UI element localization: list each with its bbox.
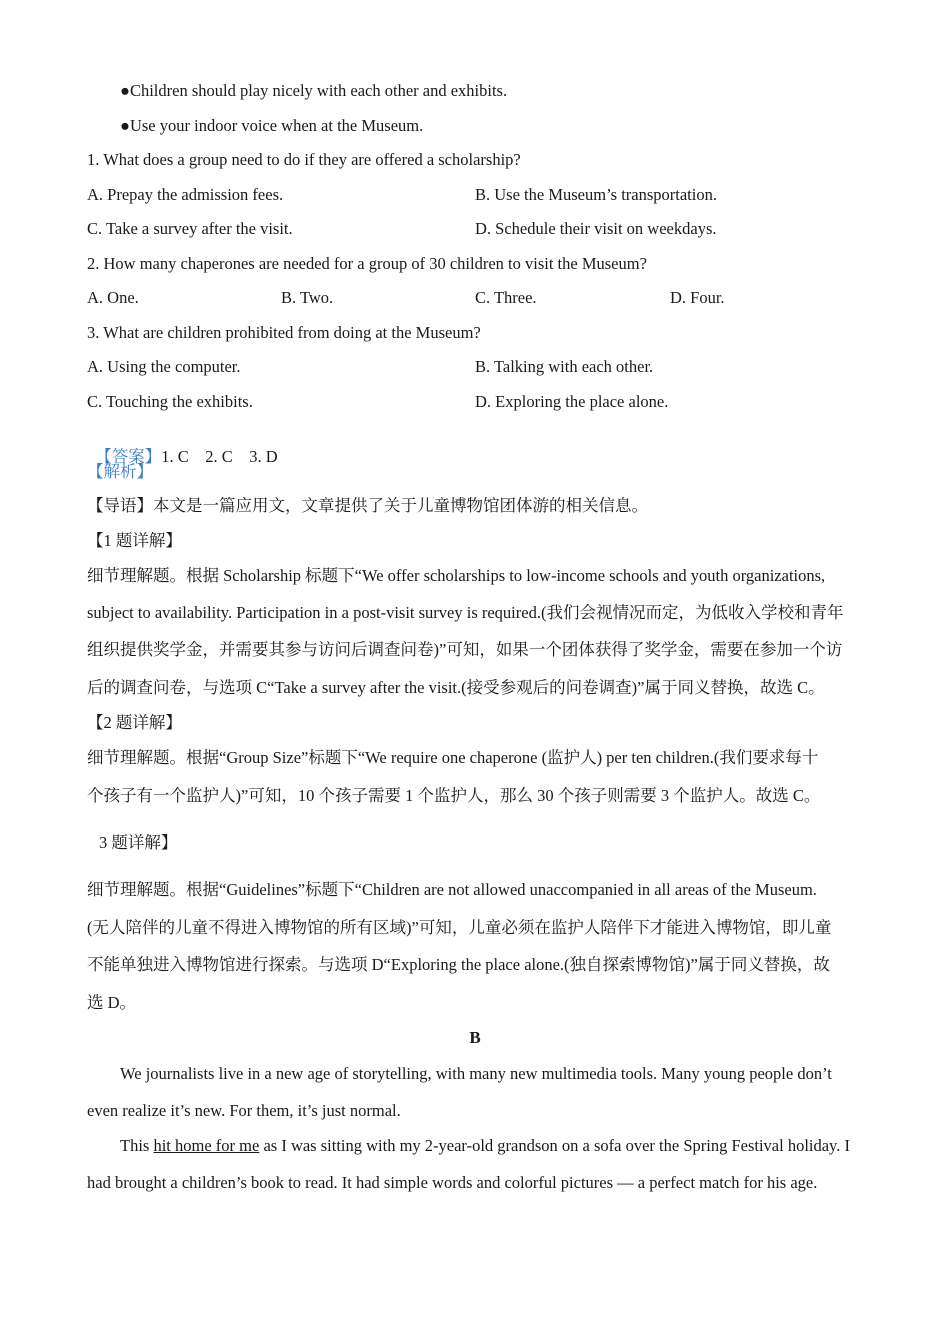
detail2-line: 个孩子有一个监护人)”可知，10 个孩子需要 1 个监护人，那么 30 个孩子则需要 3 个监护人。故选 C。 <box>87 786 821 805</box>
detail3-heading: 3 题详解】 <box>99 833 178 852</box>
detail3-line: 选 D。 <box>87 993 137 1012</box>
options-row <box>87 392 887 412</box>
detail3-line: 细节理解题。根据“Guidelines”标题下“Children are not allowed unaccompanied in all areas of the Museum. <box>87 880 817 899</box>
intro-line: 【导语】本文是一篇应用文，文章提供了关于儿童博物馆团体游的相关信息。 <box>87 496 648 515</box>
answer-text: 1. C 2. C 3. D <box>161 447 278 466</box>
options-row <box>87 357 887 377</box>
paragraph-text: This <box>120 1136 154 1155</box>
option-a: A. Prepay the admission fees. <box>87 185 284 204</box>
option-d: D. Exploring the place alone. <box>475 392 669 411</box>
bullet-line: ●Use your indoor voice when at the Museum. <box>120 116 424 135</box>
answer-label: 【答案】 <box>95 447 162 466</box>
detail2-line: 细节理解题。根据“Group Size”标题下“We require one chaperone (监护人) per ten children.(我们要求每十 <box>87 748 819 767</box>
question-stem: 3. What are children prohibited from doing at the Museum? <box>87 323 481 342</box>
detail1-line: subject to availability. Participation in a post-visit survey is required.(我们会视情况而定，为低收入学校和青年 <box>87 603 844 622</box>
option-b: B. Use the Museum’s transportation. <box>475 185 717 204</box>
detail1-heading: 【1 题详解】 <box>87 531 182 550</box>
analysis-label: 【解析】 <box>87 462 153 481</box>
paragraph-text: as I was sitting with my 2-year-old grandson on a sofa over the Spring Festival holiday. I <box>259 1136 850 1155</box>
paragraph-line: We journalists live in a new age of storytelling, with many new multimedia tools. Many young people don’t <box>120 1064 832 1083</box>
option-d: D. Four. <box>670 288 725 307</box>
option-c: C. Take a survey after the visit. <box>87 219 293 238</box>
detail2-heading: 【2 题详解】 <box>87 713 182 732</box>
option-c: C. Touching the exhibits. <box>87 392 253 411</box>
options-row <box>87 288 887 308</box>
detail1-line: 组织提供奖学金，并需要其参与访问后调查问卷)”可知，如果一个团体获得了奖学金，需要在参加一个访 <box>87 640 843 659</box>
options-row <box>87 219 887 239</box>
detail3-line: (无人陪伴的儿童不得进入博物馆的所有区域)”可知，儿童必须在监护人陪伴下才能进入博物馆，即儿童 <box>87 918 832 937</box>
paragraph-line <box>120 1136 850 1156</box>
option-b: B. Talking with each other. <box>475 357 654 376</box>
detail1-line: 细节理解题。根据 Scholarship 标题下“We offer scholarships to low-income schools and youth organizations, <box>87 566 826 585</box>
option-b: B. Two. <box>281 288 334 307</box>
detail3-line: 不能单独进入博物馆进行探索。与选项 D“Exploring the place alone.(独自探索博物馆)”属于同义替换，故 <box>87 955 830 974</box>
option-a: A. Using the computer. <box>87 357 241 376</box>
section-title: B <box>469 1028 481 1047</box>
detail1-line: 后的调查问卷，与选项 C“Take a survey after the visit.(接受参观后的问卷调查)”属于同义替换，故选 C。 <box>87 678 825 697</box>
paragraph-line: had brought a children’s book to read. It had simple words and colorful pictures — a perfect match for his age. <box>87 1173 818 1192</box>
paragraph-line: even realize it’s new. For them, it’s just normal. <box>87 1101 401 1120</box>
option-c: C. Three. <box>475 288 537 307</box>
underlined-phrase: hit home for me <box>153 1136 260 1155</box>
bullet-line: ●Children should play nicely with each other and exhibits. <box>120 81 508 100</box>
question-stem: 2. How many chaperones are needed for a group of 30 children to visit the Museum? <box>87 254 647 273</box>
question-stem: 1. What does a group need to do if they are offered a scholarship? <box>87 150 521 169</box>
options-row <box>87 185 887 205</box>
answer-line <box>87 427 278 467</box>
option-d: D. Schedule their visit on weekdays. <box>475 219 717 238</box>
option-a: A. One. <box>87 288 139 307</box>
